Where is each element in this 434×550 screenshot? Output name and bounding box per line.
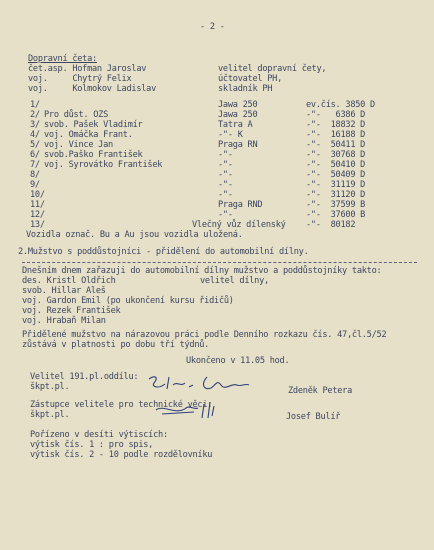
- vehicle-plate: -"- 80182: [306, 220, 356, 230]
- vehicle-plate: -"- 6386 D: [306, 110, 366, 120]
- assignment-line-5: voj. Hrabaň Milan: [22, 316, 106, 326]
- deputy-name: Josef Bulíř: [286, 412, 341, 422]
- vehicle-type: -"-: [218, 190, 233, 200]
- vehicle-num: 3/: [30, 120, 40, 130]
- vehicle-num: 1/: [30, 100, 40, 110]
- vehicle-plate: -"- 18832 D: [306, 120, 366, 130]
- paragraph-line-1: Přidělené mužstvo na nárazovou práci podle Denního rozkazu čís. 47,čl.5/52: [22, 330, 387, 340]
- section-title-workshop: 2.Mužstvo s poddůstojníci - přidělení do automobilní dílny.: [18, 247, 309, 257]
- vehicle-plate: ev.čís. 3850 D: [306, 100, 375, 110]
- vehicle-type: Vlečný vůz dílenský: [192, 220, 286, 230]
- assignment-line-3: voj. Gardon Emil (po ukončení kursu řidičů): [22, 296, 234, 306]
- vehicle-num: 12/: [30, 210, 45, 220]
- vehicle-type: -"-: [218, 160, 233, 170]
- vehicle-type: Jawa 250: [218, 100, 258, 110]
- deputy-rank: škpt.pl.: [30, 410, 70, 420]
- vehicle-plate: -"- 16188 D: [306, 130, 366, 140]
- vehicle-type: -"-: [218, 170, 233, 180]
- vehicle-plate: -"- 31119 D: [306, 180, 366, 190]
- page-number: - 2 -: [200, 22, 225, 32]
- vehicle-crew: svob. Pašek Vladimír: [44, 120, 143, 130]
- header-left-1: čet.asp. Hofman Jaroslav: [28, 64, 147, 74]
- header-left-2: voj. Chytrý Felix: [28, 74, 132, 84]
- vehicle-type: -"-: [218, 180, 233, 190]
- vehicle-num: 13/: [30, 220, 45, 230]
- assignment-line-1: des. Kristl Oldřich: [22, 276, 116, 286]
- assignment-line-4: voj. Rezek František: [22, 306, 121, 316]
- deputy-signature: [150, 398, 240, 422]
- assignment-line-1-role: velitel dílny,: [200, 276, 269, 286]
- commander-name: Zdeněk Petera: [288, 386, 353, 396]
- header-left-3: voj. Kolmokov Ladislav: [28, 84, 157, 94]
- assignment-intro: Dnešním dnem zařazuji do automobilní dílny mužstvo a poddůstojníky takto:: [22, 266, 382, 276]
- divider: [22, 262, 417, 263]
- vehicle-type: -"-: [218, 210, 233, 220]
- vehicle-type: Tatra A: [218, 120, 253, 130]
- vehicle-type: -"-: [218, 150, 233, 160]
- copies-title: Pořízeno v desíti výtiscích:: [30, 430, 168, 440]
- vehicle-type: -"- K: [218, 130, 243, 140]
- vehicle-type: Jawa 250: [218, 110, 258, 120]
- header-right-2: účtovatel PH,: [218, 74, 283, 84]
- vehicle-type: Praga RND: [218, 200, 263, 210]
- vehicle-num: 5/: [30, 140, 40, 150]
- copies-line-2: výtisk čís. 2 - 10 podle rozdělovníku: [30, 450, 213, 460]
- section-title-transport: Dopravní četa:: [28, 54, 97, 64]
- commander-rank: škpt.pl.: [30, 382, 70, 392]
- vehicle-num: 9/: [30, 180, 40, 190]
- vehicle-plate: -"- 30768 D: [306, 150, 366, 160]
- vehicle-plate: -"- 50410 D: [306, 160, 366, 170]
- vehicle-num: 11/: [30, 200, 45, 210]
- commander-signature: [145, 373, 265, 395]
- vehicle-crew: voj. Omáčka Frant.: [44, 130, 133, 140]
- assignment-line-2: svob. Hillar Aleš: [22, 286, 106, 296]
- vehicle-plate: -"- 50409 D: [306, 170, 366, 180]
- vehicle-num: 4/: [30, 130, 40, 140]
- commander-title: Velitel 191.pl.oddílu:: [30, 372, 139, 382]
- vehicle-num: 7/: [30, 160, 40, 170]
- vehicle-crew: voj. Syrovátko František: [44, 160, 163, 170]
- deputy-title: Zástupce velitele pro technické věci:: [30, 400, 213, 410]
- vehicle-num: 10/: [30, 190, 45, 200]
- paragraph-line-2: zůstává v platnosti po dobu tří týdnů.: [22, 340, 210, 350]
- vehicles-note: Vozidla označ. Bu a Au jsou vozidla uložená.: [26, 230, 243, 240]
- header-right-3: skladník PH: [218, 84, 273, 94]
- vehicle-num: 2/: [30, 110, 40, 120]
- vehicle-plate: -"- 37600 B: [306, 210, 366, 220]
- vehicle-crew: svob.Paško František: [44, 150, 143, 160]
- vehicle-type: Praga RN: [218, 140, 258, 150]
- header-right-1: velitel dopravní čety,: [218, 64, 327, 74]
- vehicle-crew: Pro důst. OZS: [44, 110, 109, 120]
- ended-time: Ukončeno v 11.05 hod.: [186, 356, 290, 366]
- vehicle-num: 8/: [30, 170, 40, 180]
- vehicle-crew: voj. Vince Jan: [44, 140, 113, 150]
- vehicle-plate: -"- 37599 B: [306, 200, 366, 210]
- vehicle-plate: -"- 31120 D: [306, 190, 366, 200]
- vehicle-num: 6/: [30, 150, 40, 160]
- vehicle-plate: -"- 50411 D: [306, 140, 366, 150]
- copies-line-1: výtisk čís. 1 : pro spis,: [30, 440, 154, 450]
